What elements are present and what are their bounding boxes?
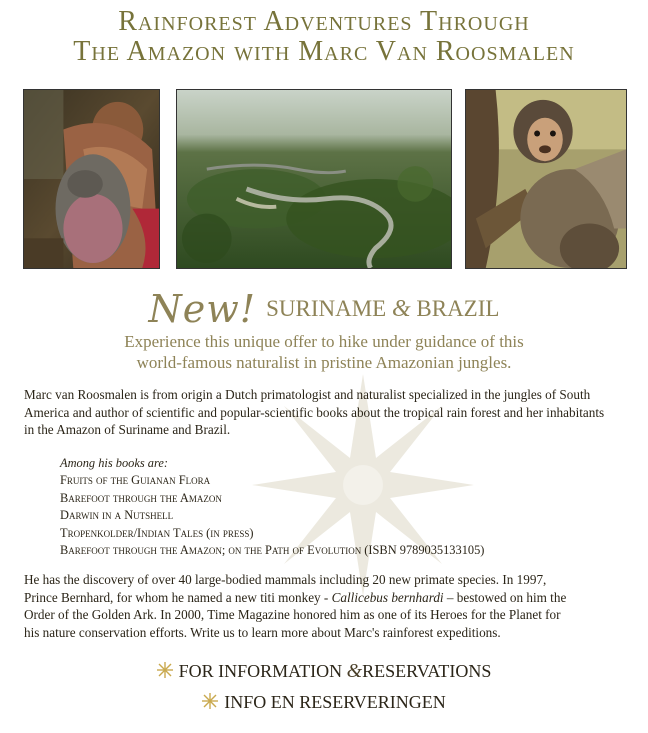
banner-headline [0, 287, 648, 331]
page-title-line1: Rainforest Adventures Through [118, 6, 530, 37]
discovery-line-2-end: – bestowed on him the [443, 589, 567, 605]
book-item: Barefoot through the Amazon [60, 490, 222, 505]
book-item: Fruits of the Guianan Flora [60, 473, 211, 488]
info-link-text: FOR INFORMATION [178, 661, 343, 681]
discovery-line-1: He has the discovery of over 40 large-bodied mammals including 20 new primate species. In 1997, [24, 572, 547, 587]
book-item: Barefoot through the Amazon; on the Path of Evolution (ISBN 9789035133105) [60, 543, 485, 558]
info-nl-link-text: INFO EN RESERVERINGEN [224, 692, 446, 712]
book-item: Tropenkolder/Indian Tales (in press) [60, 525, 254, 540]
page-title-line2: The Amazon with Marc Van Roosmalen [73, 36, 575, 67]
bio-line-2: America and author of scientific and popular-scientific books about the tropical rain forest and her inhabitants [24, 404, 605, 420]
new-badge-text: New! [148, 287, 257, 331]
bio-line-3: in the Amazon of Suriname and Brazil. [24, 422, 231, 437]
intro-line-1: Experience this unique offer to hike under guidance of this [124, 332, 524, 351]
books-heading: Among his books are: [60, 456, 168, 470]
destination-subhead [266, 296, 499, 321]
reservations-link-text: RESERVATIONS [362, 661, 492, 681]
discovery-line-4: his nature conservation efforts. Write us to learn more about Marc's rainforest expeditions. [24, 624, 501, 640]
subhead-suriname: SURINAME [266, 296, 387, 321]
sunburst-icon [157, 662, 173, 678]
books-list [60, 455, 484, 559]
info-reservations-link[interactable] [0, 660, 648, 683]
bio-line-1: Marc van Roosmalen is from origin a Dutch primatologist and naturalist specialized in the jungles of South [24, 387, 591, 402]
info-reserveringen-link[interactable] [0, 692, 648, 713]
subhead-ampersand: & [391, 296, 411, 322]
bio-paragraph [24, 386, 624, 439]
sunburst-icon [202, 693, 218, 709]
discovery-line-2-text: Prince Bernhard, for whom he named a new titi monkey - [24, 589, 332, 605]
subhead-brazil: BRAZIL [416, 296, 500, 321]
discovery-paragraph [24, 571, 624, 641]
intro-text [0, 331, 648, 373]
species-name: Callicebus bernhardi [331, 589, 444, 605]
photo-naturalist-with-manatee [23, 89, 160, 269]
discovery-line-3: Order of the Golden Ark. In 2000, Time Magazine honored him as one of its Heroes for the Planet for [24, 607, 561, 622]
info-link-ampersand: & [346, 660, 363, 682]
intro-line-2: world-famous naturalist in pristine Amazonian jungles. [136, 353, 512, 372]
photo-titi-monkey [465, 89, 627, 269]
discovery-line-2 [24, 589, 624, 607]
book-item: Darwin in a Nutshell [60, 508, 174, 523]
photo-aerial-rainforest [176, 89, 452, 269]
